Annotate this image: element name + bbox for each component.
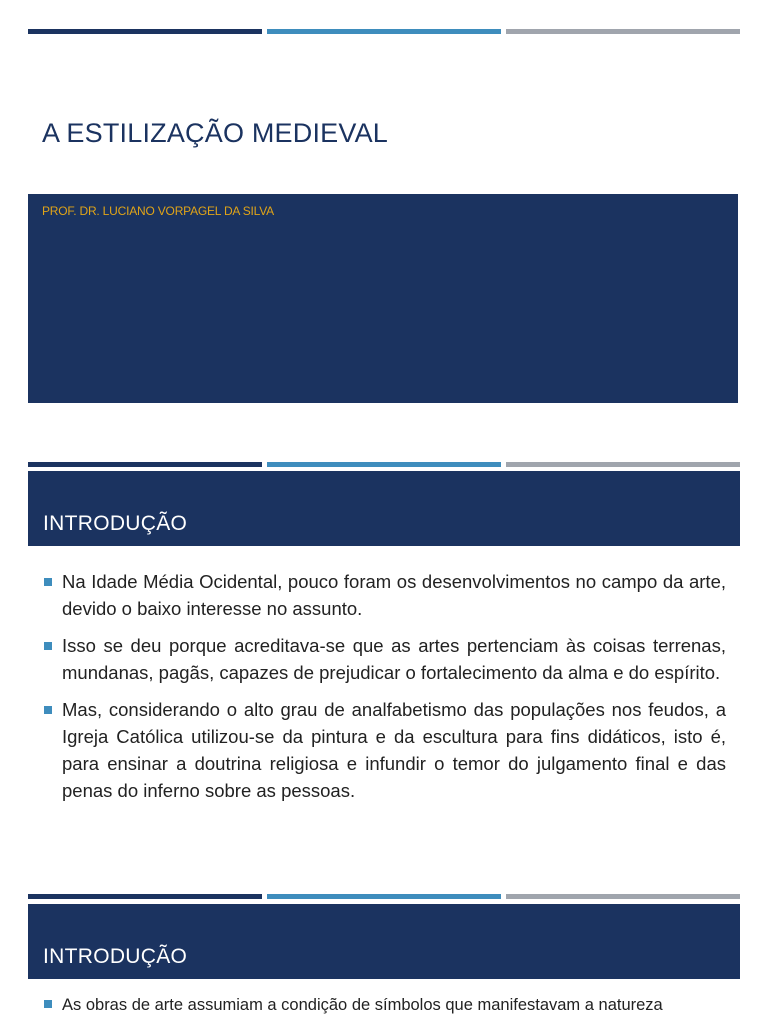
- slide-2-accent-bars: [28, 462, 740, 467]
- slide-2-heading: INTRODUÇÃO: [43, 512, 188, 535]
- bullet-text: Mas, considerando o alto grau de analfabetismo das populações nos feudos, a Igreja Católica utilizou-se da pintura e da escultura para fins didáticos, isto é, para ensinar a doutrina religiosa e infundir o temor do julgamento final e das penas do inferno sobre as pessoas.: [62, 699, 726, 801]
- slide-3-heading: INTRODUÇÃO: [43, 945, 188, 968]
- bullet-text: As obras de arte assumiam a condição de símbolos que manifestavam a natureza: [62, 996, 663, 1014]
- accent-bar-navy: [28, 894, 262, 899]
- slide-3-accent-bars: [28, 894, 740, 899]
- bullet-square-icon: [44, 1000, 52, 1008]
- accent-bar-blue: [267, 894, 501, 899]
- slide-2-bullet-list: [44, 568, 726, 804]
- slide-1-subtitle: PROF. DR. LUCIANO VORPAGEL DA SILVA: [42, 204, 274, 218]
- accent-bar-gray: [506, 894, 740, 899]
- accent-bar-gray: [506, 29, 740, 34]
- accent-bar-navy: [28, 462, 262, 467]
- bullet-text: Isso se deu porque acreditava-se que as artes pertenciam às coisas terrenas, mundanas, pagãs, capazes de prejudicar o fortalecimento da alma e do espírito.: [62, 635, 726, 683]
- bullet-item: [44, 696, 726, 804]
- accent-bar-blue: [267, 462, 501, 467]
- accent-bar-navy: [28, 29, 262, 34]
- bullet-item: [44, 568, 726, 622]
- slide-3-header-band: [28, 904, 740, 979]
- bullet-square-icon: [44, 706, 52, 714]
- slide-2-header-band: [28, 471, 740, 546]
- slide-1-subtitle-band: [28, 194, 738, 403]
- slide-3-bullet-list: [44, 992, 726, 1018]
- slide-1-accent-bars: [28, 29, 740, 34]
- bullet-item: [44, 992, 726, 1018]
- bullet-item: [44, 632, 726, 686]
- bullet-square-icon: [44, 642, 52, 650]
- accent-bar-gray: [506, 462, 740, 467]
- bullet-square-icon: [44, 578, 52, 586]
- slide-1-title: A ESTILIZAÇÃO MEDIEVAL: [42, 118, 389, 148]
- bullet-text: Na Idade Média Ocidental, pouco foram os desenvolvimentos no campo da arte, devido o baixo interesse no assunto.: [62, 571, 726, 619]
- accent-bar-blue: [267, 29, 501, 34]
